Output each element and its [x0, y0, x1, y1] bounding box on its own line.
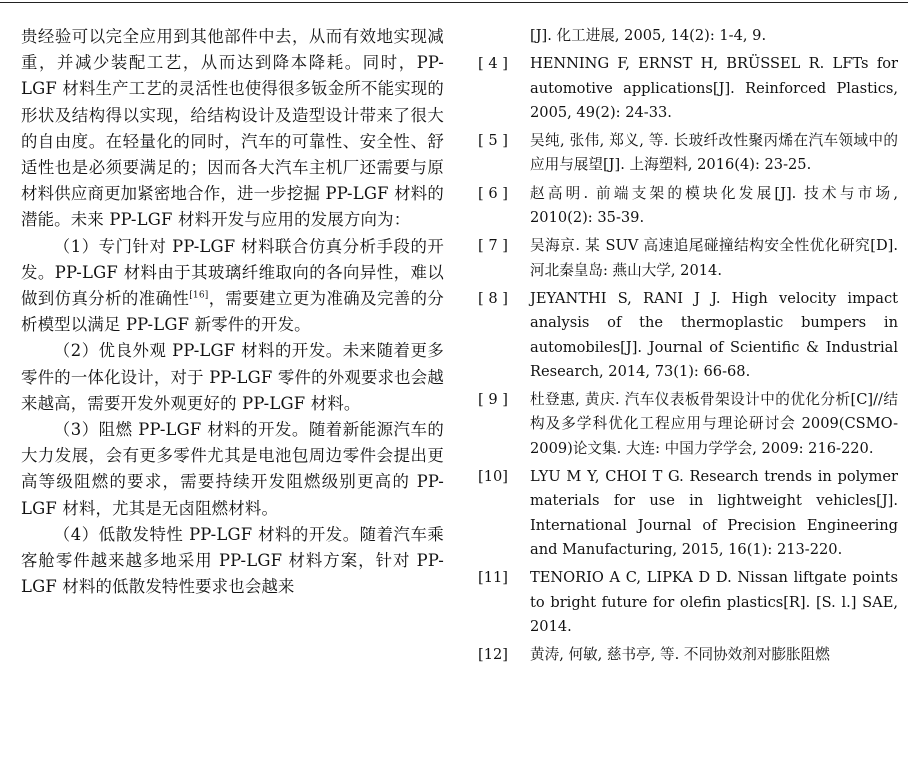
- reference-number: [ 9 ]: [478, 391, 508, 409]
- reference-text: 杜登惠, 黄庆. 汽车仪表板骨架设计中的优化分析[C]//结构及多学科优化工程应用与理论研讨会 2009(CSMO-2009)论文集. 大连: 中国力学学会, 2009: 216-220.: [530, 391, 898, 457]
- reference-number: [ 8 ]: [478, 289, 508, 307]
- citation-16[interactable]: [16]: [189, 290, 209, 301]
- reference-number: [10]: [478, 468, 508, 486]
- reference-text: 赵高明. 前端支架的模块化发展[J]. 技术与市场, 2010(2): 35-39.: [530, 184, 898, 227]
- reference-text: TENORIO A C, LIPKA D D. Nissan liftgate points to bright future for olefin plastics[R]. [S. l.] SAE, 2014.: [530, 569, 898, 635]
- reference-text: HENNING F, ERNST H, BRÜSSEL R. LFTs for automotive applications[J]. Reinforced Plastics, 2005, 49(2): 24-33.: [530, 55, 898, 121]
- reference-entry: [478, 287, 898, 384]
- paragraph-item-3: （3）阻燃 PP-LGF 材料的开发。随着新能源汽车的大力发展，会有更多零件尤其是电池包周边零件会提出更高等级阻燃的要求，需要持续开发阻燃级别更高的 PP-LGF 材料，尤其是无卤阻燃材料。: [21, 420, 444, 518]
- reference-number: [12]: [478, 646, 508, 664]
- reference-text: 吴纯, 张伟, 郑义, 等. 长玻纤改性聚丙烯在汽车领域中的应用与展望[J]. 上海塑料, 2016(4): 23-25.: [530, 132, 898, 174]
- paragraph-intro: 贵经验可以完全应用到其他部件中去，从而有效地实现减重，并减少装配工艺，从而达到降本降耗。同时，PP-LGF 材料生产工艺的灵活性也使得很多钣金所不能实现的形状及结构得以实现，给结构设计及造型设计带来了很大的自由度。在轻量化的同时，汽车的可靠性、安全性、舒适性也是必须要满足的；因而各大汽车主机厂还需要与原材料供应商更加紧密地合作，进一步挖掘 PP-LGF 材料的潜能。未来 PP-LGF 材料开发与应用的发展方向为：: [21, 27, 444, 230]
- reference-entry: [478, 566, 898, 639]
- reference-entry: [478, 234, 898, 283]
- reference-entry: [478, 388, 898, 461]
- reference-number: [ 6 ]: [478, 184, 508, 202]
- paragraph-item-4: （4）低散发特性 PP-LGF 材料的开发。随着汽车乘客舱零件越来越多地采用 PP-LGF 材料方案，针对 PP-LGF 材料的低散发特性要求也会越来: [21, 524, 444, 597]
- reference-3-continuation: [J]. 化工进展, 2005, 14(2): 1-4, 9.: [530, 27, 767, 44]
- reference-number: [ 5 ]: [478, 132, 508, 150]
- reference-entry: [478, 643, 898, 667]
- reference-entry: [478, 52, 898, 125]
- reference-text: JEYANTHI S, RANI J J. High velocity impact analysis of the thermoplastic bumpers in automobiles[J]. Journal of Scientific & Industrial Research, 2014, 73(1): 66-68.: [530, 289, 898, 380]
- body-text-column: [21, 24, 444, 600]
- paragraph-item-2: （2）优良外观 PP-LGF 材料的开发。未来随着更多零件的一体化设计，对于 PP-LGF 零件的外观要求也会越来越高，需要开发外观更好的 PP-LGF 材料。: [21, 341, 444, 413]
- reference-text: 黄涛, 何敏, 慈书亭, 等. 不同协效剂对膨胀阻燃: [530, 646, 830, 664]
- reference-entry: [478, 465, 898, 562]
- top-rule: [0, 2, 908, 3]
- reference-number: [ 4 ]: [478, 55, 508, 73]
- reference-number: [11]: [478, 569, 508, 587]
- reference-text: 吴海京. 某 SUV 高速追尾碰撞结构安全性优化研究[D]. 河北秦皇岛: 燕山大学, 2014.: [530, 237, 898, 279]
- reference-entry: [478, 182, 898, 231]
- references-column: [478, 24, 898, 671]
- paragraph-item-1: [21, 234, 444, 339]
- reference-number: [ 7 ]: [478, 237, 508, 255]
- paragraph-item-1-text-end: ，需要建立更为准确及完善的分析模型以满足 PP-LGF 新零件的开发。: [21, 289, 444, 335]
- paragraph-item-1-text: （1）专门针对 PP-LGF 材料联合仿真分析手段的开发。PP-LGF 材料由于其玻璃纤维取向的各向异性，难以做到仿真分析的准确性: [21, 236, 444, 309]
- reference-text: LYU M Y, CHOI T G. Research trends in polymer materials for use in lightweight vehicles[J]. International Journal of Precision Engineering and Manufacturing, 2015, 16(1): 213-220.: [530, 468, 898, 558]
- reference-entry: [478, 129, 898, 178]
